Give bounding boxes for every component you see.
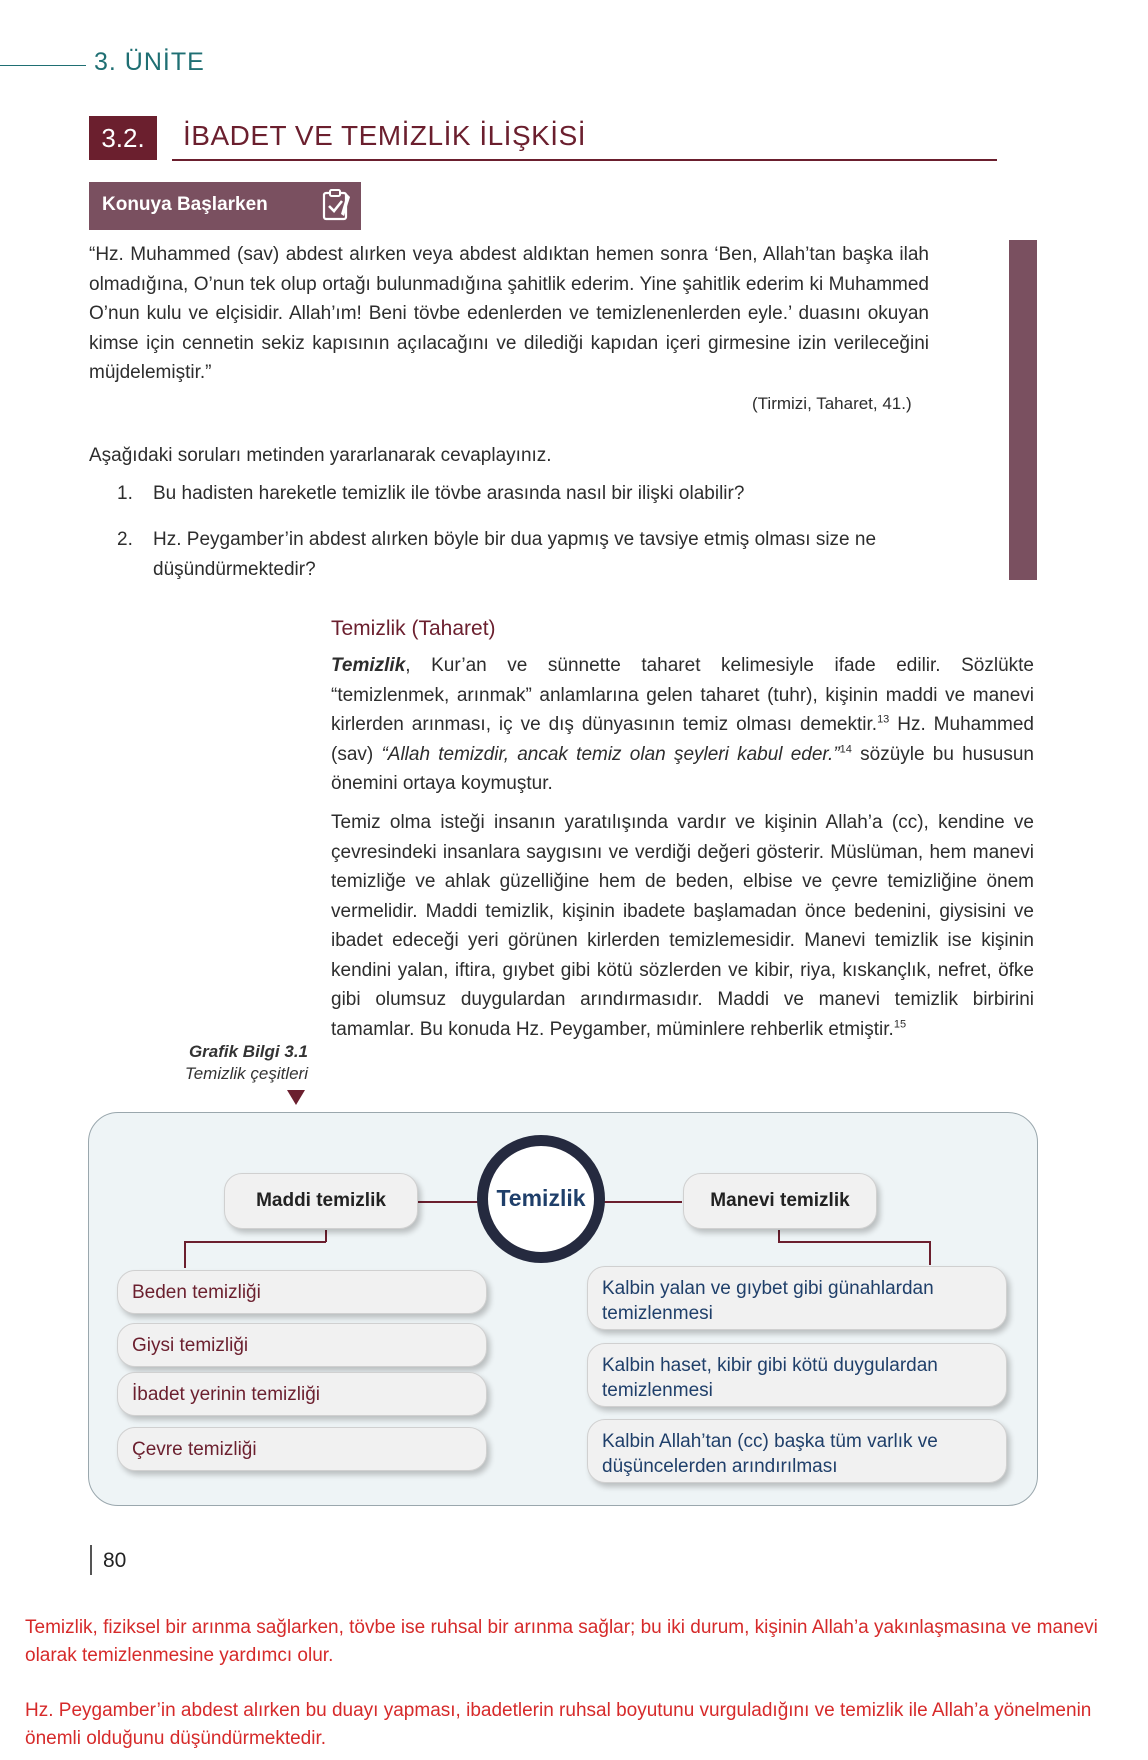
manevi-temizlik-box: Manevi temizlik [683,1173,877,1229]
side-accent-bar [1009,240,1037,580]
connector-line [418,1201,478,1203]
clipboard-check-icon [320,188,352,222]
body-paragraph-1 [331,651,1034,799]
question-number: 1. [117,483,133,504]
intro-quote: “Hz. Muhammed (sav) abdest alırken veya abdest aldıktan hemen sonra ‘Ben, Allah’tan başka ilah olmadığına, O’nun tek olup ortağı bulunmadığına şahitlik ederim. Yine şahitlik ederim ki Muhammed O’nun kulu ve elçisidir. Allah’ım! Beni tövbe edenlerden ve temizlenenlerden eyle.’ duasını okuyan kimse için cennetin sekiz kapısının açılacağını ve dilediği kapıdan içeri girmesine izin verileceğini müjdelemiştir.” [89,244,929,383]
connector-line [604,1201,682,1203]
right-item: Kalbin yalan ve gıybet gibi günahlardan temizlenmesi [587,1266,1007,1330]
left-item: İbadet yerinin temizliği [117,1372,487,1416]
page-number: 80 [103,1549,127,1572]
footnote-ref: 15 [893,1018,907,1031]
left-item: Giysi temizliği [117,1323,487,1367]
section-title-rule [172,159,997,161]
answer-1: Temizlik, fiziksel bir arınma sağlarken, tövbe ise ruhsal bir arınma sağlar; bu iki durum, kişinin Allah’a yakınlaşmasına ve manevi olarak temizlenmesine yardımcı olur. [25,1617,1098,1666]
section-title: İBADET VE TEMİZLİK İLİŞKİSİ [183,120,587,151]
maddi-temizlik-box: Maddi temizlik [224,1173,418,1229]
quote-citation: (Tirmizi, Taharet, 41.) [752,394,912,413]
connector-line [184,1241,326,1243]
left-item: Çevre temizliği [117,1427,487,1471]
instruction-text: Aşağıdaki soruları metinden yararlanarak cevaplayınız. [89,445,552,466]
p1-text-a: , Kur’an ve sünnette taharet kelimesiyle ifade edilir. Sözlükte “temizlenmek, arınmak” anlamlarına gelen taharet (tuhr), kişinin maddi ve manevi kirlerden arınması, iç ve dış dünyasının temiz olması demektir. [331,655,1034,735]
body-paragraph-2 [331,808,1034,1044]
answer-2: Hz. Peygamber’in abdest alırken bu duayı yapması, ibadetlerin ruhsal boyutunu vurguladığını ve temizlik ile Allah’a yönelmenin önemli olduğunu düşündürmektedir. [25,1700,1092,1749]
footnote-ref: 13 [877,713,890,726]
caption-arrow-icon [287,1090,305,1105]
figure-caption: Temizlik çeşitleri [184,1064,308,1083]
p2-text: Temiz olma isteği insanın yaratılışında vardır ve kişinin Allah’a (cc), kendine ve çevresindeki insanlara saygısını ve verdiği değeri gösterir. Müslüman, hem manevi temizliğe ve ahlak güzelliğine hem de beden, elbise ve çevre temizliğine önem vermelidir. Maddi temizlik, kişinin ibadete başlamadan önce bedenini, giysisini ve ibadet edeceği yeri görünen kirlerden temizlemesidir. Manevi temizlik ise kişinin kendini yalan, iftira, gıybet gibi kötü sözlerden ve kibir, riya, kıskançlık, nefret, öfke gibi olumsuz duygulardan arındırmasıdır. Maddi ve manevi temizlik birbirini tamamlar. Bu konuda Hz. Peygamber, müminlere rehberlik etmiştir. [331,812,1034,1040]
p1-text-b: Hz. Muhammed (sav) [331,714,1034,765]
question-text: Bu hadisten hareketle temizlik ile tövbe arasında nasıl bir ilişki olabilir? [153,483,745,504]
intro-label: Konuya Başlarken [102,194,268,215]
connector-line [929,1241,931,1265]
question-number: 2. [117,529,133,550]
right-item: Kalbin haset, kibir gibi kötü duygulardan temizlenmesi [587,1343,1007,1407]
subheading: Temizlik (Taharet) [331,617,496,640]
connector-line [184,1241,186,1268]
left-item: Beden temizliği [117,1270,487,1314]
question-text: Hz. Peygamber’in abdest alırken böyle bir dua yapmış ve tavsiye etmiş olması size ne düşündürmektedir? [153,529,877,580]
connector-line [778,1241,930,1243]
hadith-quote: “Allah temizdir, ancak temiz olan şeyleri kabul eder.” [381,743,840,765]
p1-text-c: sözüyle bu hususun önemini ortaya koymuştur. [331,743,1034,794]
unit-label: 3. ÜNİTE [94,48,205,76]
figure-label: Grafik Bilgi 3.1 [188,1042,308,1061]
unit-rule [0,65,86,66]
right-item: Kalbin Allah’tan (cc) başka tüm varlık ve düşüncelerden arındırılması [587,1419,1007,1483]
footnote-ref: 14 [839,743,852,756]
center-label: Temizlik [496,1185,586,1211]
term-temizlik: Temizlik [331,655,406,676]
section-number: 3.2. [89,116,157,160]
page-number-rule [90,1545,92,1575]
